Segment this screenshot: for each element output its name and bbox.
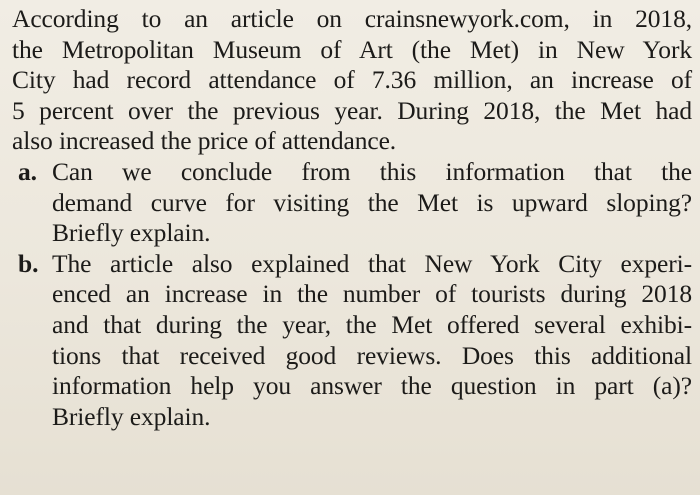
part-a-line: Briefly explain. (52, 218, 211, 248)
part-a-marker: a. (18, 156, 37, 186)
question-part-b (12, 249, 692, 433)
part-b-line: The article also explained that New York City experi- (52, 248, 692, 278)
part-b-line: information help you answer the question in part (a)? (52, 371, 692, 401)
question-part-a (12, 157, 692, 249)
intro-line: the Metropolitan Museum of Art (the Met) in New York (12, 34, 692, 64)
intro-line: 5 percent over the previous year. During 2018, the Met had (12, 95, 692, 125)
part-a-line: Can we conclude from this information that the (52, 156, 692, 186)
intro-line: City had record attendance of 7.36 million, an increase of (12, 65, 692, 95)
intro-line: According to an article on crainsnewyork.com, in 2018, (12, 4, 692, 33)
problem-intro (12, 4, 692, 157)
part-a-line: demand curve for visiting the Met is upward sloping? (52, 187, 692, 217)
part-b-line: enced an increase in the number of tourists during 2018 (52, 279, 692, 309)
part-b-line: and that during the year, the Met offered several exhibi- (52, 309, 692, 339)
part-b-marker: b. (18, 248, 39, 278)
part-b-line: tions that received good reviews. Does this additional (52, 340, 692, 370)
intro-line: also increased the price of attendance. (12, 126, 397, 156)
part-b-line: Briefly explain. (52, 401, 211, 431)
